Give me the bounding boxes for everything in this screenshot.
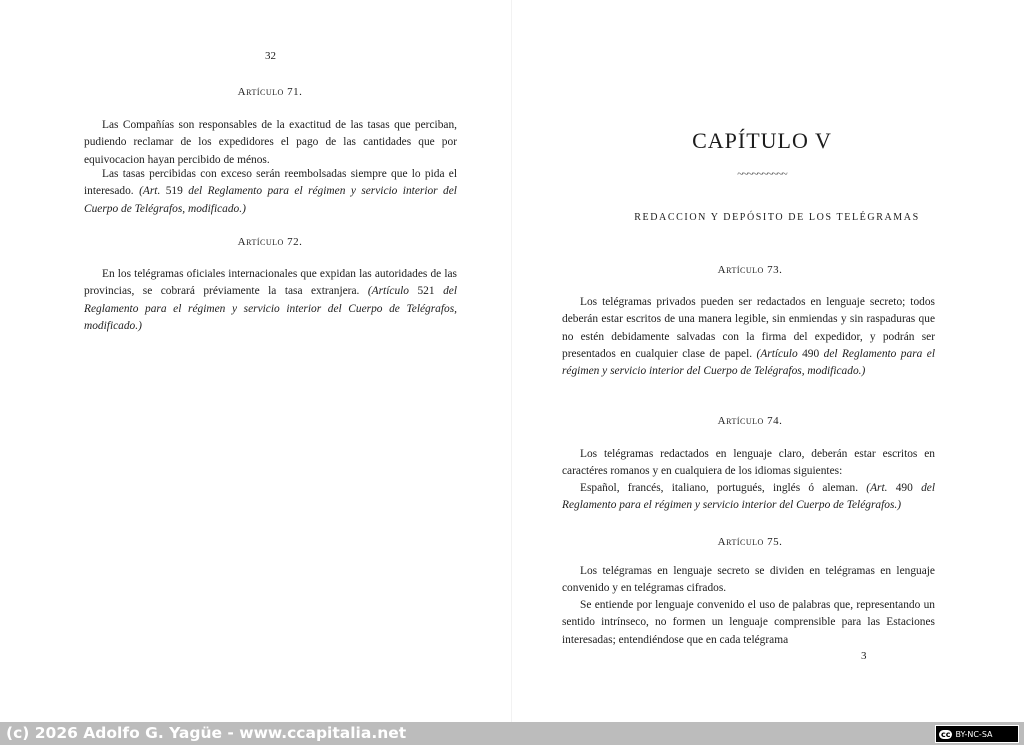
article-73-heading-word: Artículo: [717, 264, 764, 276]
article-73-paragraph-1: Los telégramas privados pueden ser redactados en lenguaje secreto; todos deberán estar escritos de una manera legible, sin enmiendas y sin raspaduras que no estén debidamente salvadas con la firma del expedidor, y podrán ser presentados en cualquier clase de papel. (Artículo 490 del Reglamento para el régimen y servicio interior del Cuerpo de Telégrafos, modificado.): [562, 296, 935, 378]
article-75-paragraph-2: Se entiende por lenguaje convenido el uso de palabras que, representando un sentido intrínseco, no formen un lenguaje comprensible para las Estaciones interesadas; entendiéndose que en cada telégrama: [562, 599, 935, 646]
article-72-heading-num: 72.: [287, 236, 303, 248]
license-text: BY-NC-SA: [955, 729, 993, 739]
article-72-paragraph-1: En los telégramas oficiales internacionales que expidan las autoridades de las provincias, se cobrará préviamente la tasa extranjera. (Artículo 521 del Reglamento para el régimen y servicio interior del Cuerpo de Telégrafos, modificado.): [84, 268, 457, 332]
article-71-heading-word: Artículo: [237, 86, 284, 98]
signature-mark: 3: [861, 650, 867, 662]
section-title: REDACCION Y DEPÓSITO DE LOS TELÉGRAMAS: [634, 212, 920, 223]
article-74-heading: [680, 415, 820, 427]
chapter-title: CAPÍTULO V: [692, 128, 832, 153]
article-74-paragraph-1: Los telégramas redactados en lenguaje claro, deberán estar escritos en caractéres romanos y en cualquiera de los idiomas siguientes:: [562, 448, 935, 478]
article-75-heading-word: Artículo: [717, 536, 764, 548]
article-75-heading-num: 75.: [767, 536, 783, 548]
article-74-paragraph-2: Español, francés, italiano, portugués, inglés ó aleman. (Art. 490 del Reglamento para el régimen y servicio interior del Cuerpo de Telégrafos.): [562, 482, 935, 512]
article-74-heading-num: 74.: [767, 415, 783, 427]
article-74-heading-word: Artículo: [717, 415, 764, 427]
article-71-paragraph-2: Las tasas percibidas con exceso serán reembolsadas siempre que lo pida el interesado. (Art. 519 del Reglamento para el régimen y servicio interior del Cuerpo de Telégrafos, modificado.): [84, 168, 457, 215]
article-71-heading-num: 71.: [287, 86, 303, 98]
footer-bar: [0, 722, 1024, 745]
ornament: ~~~~~~~~~~: [737, 168, 787, 180]
left-page: [0, 0, 512, 722]
article-73-heading-num: 73.: [767, 264, 783, 276]
page-number: 32: [265, 50, 276, 62]
cc-icon: cc: [941, 729, 951, 739]
article-75-paragraph-1: Los telégramas en lenguaje secreto se dividen en telégramas en lenguaje convenido y en telégramas cifrados.: [562, 565, 935, 595]
article-72-heading-word: Artículo: [237, 236, 284, 248]
article-75-heading: [680, 536, 820, 548]
article-71-paragraph-1: Las Compañías son responsables de la exactitud de las tasas que perciban, pudiendo reclamar de los expedidores el pago de las cantidades que por equivocacion hayan percibido de ménos.: [84, 119, 457, 166]
article-71-heading: [200, 86, 340, 98]
cc-license-badge[interactable]: [935, 725, 1019, 743]
article-73-heading: [680, 264, 820, 276]
article-72-heading: [200, 236, 340, 248]
right-page: [512, 0, 1024, 722]
copyright-credit: (c) 2026 Adolfo G. Yagüe - www.ccapitalia.net: [6, 724, 407, 742]
